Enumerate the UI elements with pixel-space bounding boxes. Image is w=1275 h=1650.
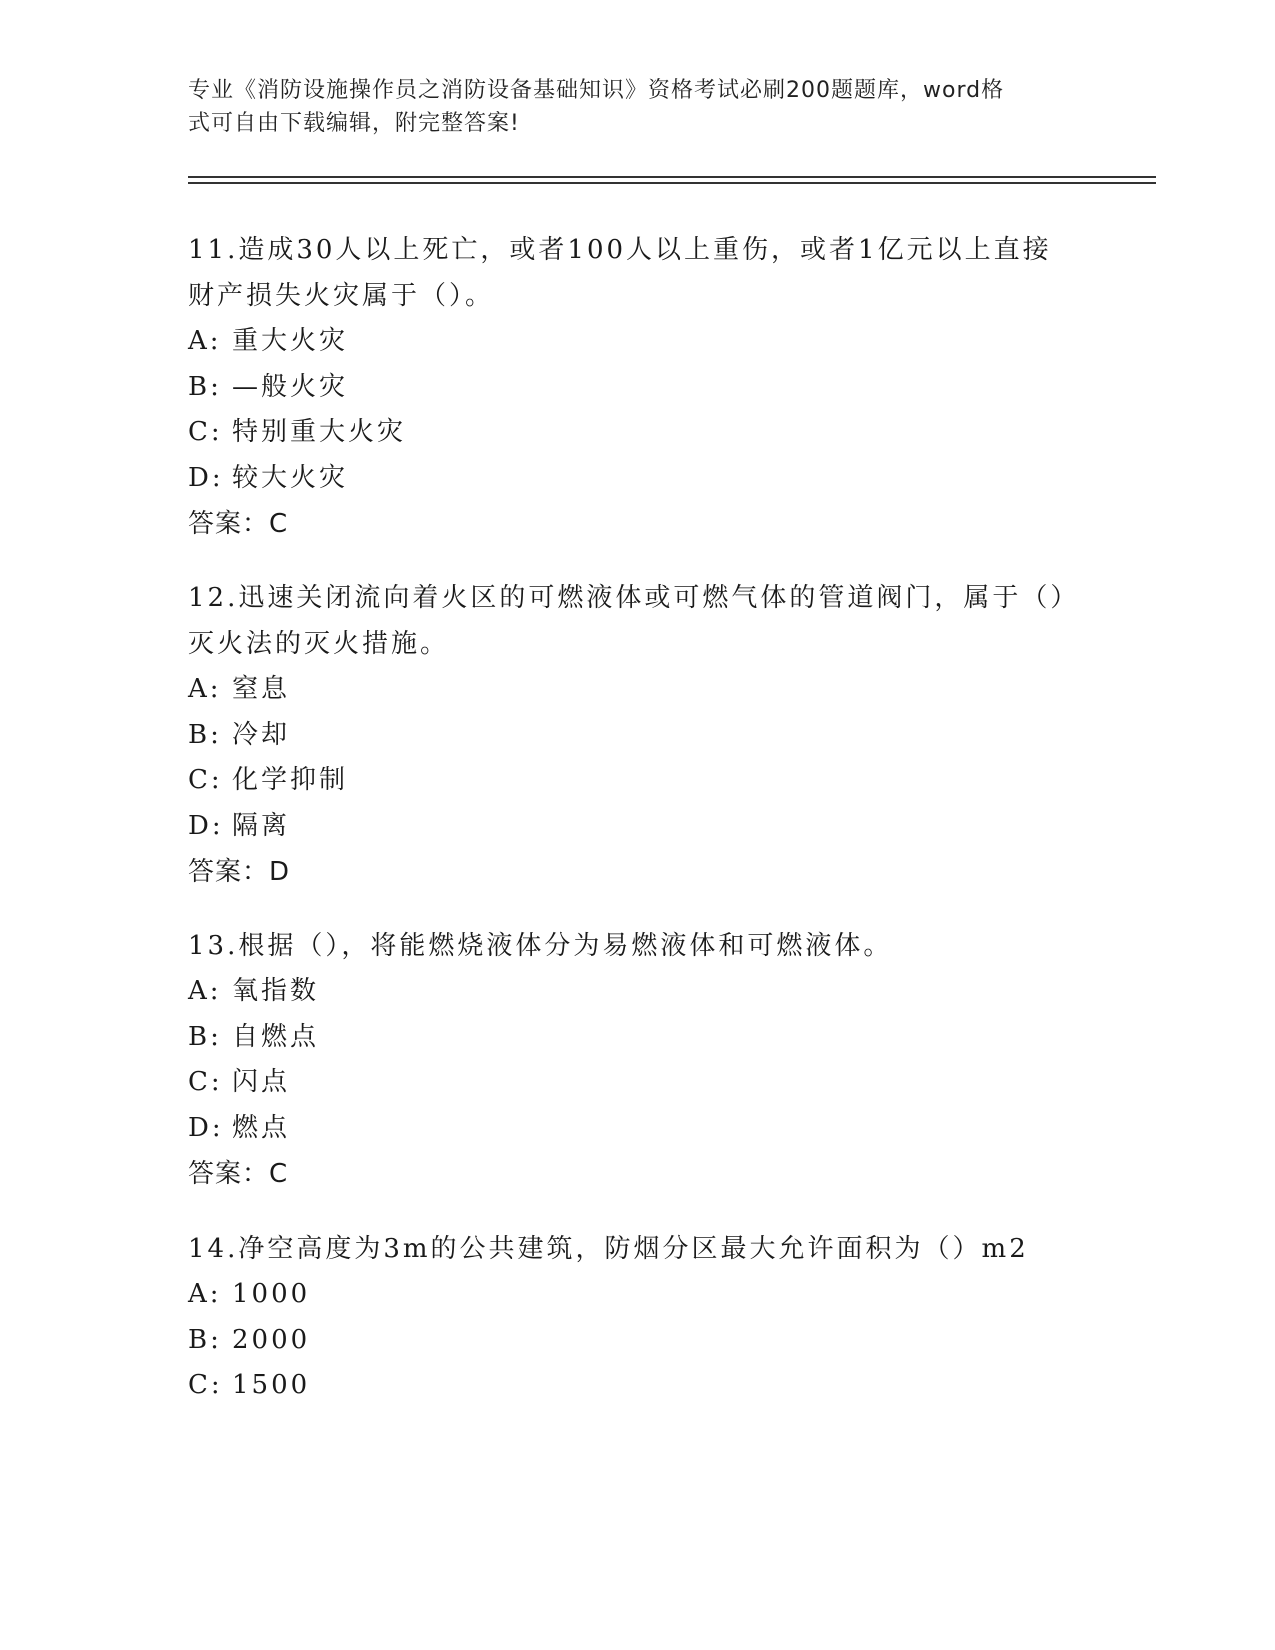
answer-line: 答案：C	[188, 509, 289, 539]
option-letter: B:	[188, 1021, 222, 1052]
option-letter: C:	[188, 765, 223, 795]
option-letter: D:	[188, 1112, 224, 1143]
option-letter: C:	[188, 417, 223, 447]
option-a	[188, 319, 1088, 365]
option-text: 特别重大火灾	[232, 417, 407, 447]
header-divider-top	[188, 176, 1156, 178]
option-a	[188, 969, 1088, 1015]
option-c	[188, 758, 1088, 804]
option-text: 2000	[232, 1324, 311, 1355]
question-stem: 灭火法的灭火措施。	[188, 629, 450, 659]
header-divider-bottom	[188, 182, 1156, 184]
option-letter: A:	[188, 976, 222, 1006]
option-c	[188, 1060, 1088, 1106]
option-text: 自燃点	[232, 1021, 320, 1052]
option-text: 氧指数	[232, 976, 320, 1006]
question-13	[188, 923, 1088, 1197]
option-text: 燃点	[232, 1112, 291, 1143]
question-12	[188, 575, 1088, 895]
option-d	[188, 456, 1088, 502]
option-letter: B:	[188, 719, 222, 750]
option-d	[188, 804, 1088, 850]
option-b	[188, 713, 1088, 759]
option-letter: B:	[188, 371, 222, 402]
question-14	[188, 1226, 1088, 1409]
option-letter: A:	[188, 1279, 222, 1309]
option-text: 冷却	[232, 719, 291, 750]
option-text: 较大火灾	[232, 462, 349, 493]
question-stem: 14.净空高度为3m的公共建筑，防烟分区最大允许面积为（）m2	[188, 1234, 1029, 1264]
option-text: —般火灾	[232, 371, 349, 402]
header-line-1: 专业《消防设施操作员之消防设备基础知识》资格考试必刷200题题库，word格	[188, 78, 1005, 103]
option-text: 1000	[232, 1279, 311, 1309]
answer-line: 答案：C	[188, 1159, 289, 1189]
option-b	[188, 1015, 1088, 1061]
option-text: 1500	[232, 1370, 311, 1400]
option-a	[188, 667, 1088, 713]
option-letter: D:	[188, 810, 224, 841]
answer-line: 答案：D	[188, 857, 291, 887]
option-text: 闪点	[232, 1067, 291, 1097]
option-d	[188, 1106, 1088, 1152]
document-header	[188, 74, 1088, 140]
question-stem: 财产损失火灾属于（）。	[188, 281, 495, 311]
question-stem: 11.造成30人以上死亡，或者100人以上重伤，或者1亿元以上直接	[188, 235, 1052, 265]
option-letter: B:	[188, 1324, 222, 1355]
question-stem: 12.迅速关闭流向着火区的可燃液体或可燃气体的管道阀门，属于（）	[188, 583, 1080, 613]
option-a	[188, 1272, 1088, 1318]
option-text: 隔离	[232, 810, 291, 841]
question-stem: 13.根据（），将能燃烧液体分为易燃液体和可燃液体。	[188, 931, 893, 961]
option-letter: C:	[188, 1370, 223, 1400]
option-letter: D:	[188, 462, 224, 493]
option-c	[188, 1363, 1088, 1409]
option-b	[188, 365, 1088, 411]
option-letter: C:	[188, 1067, 223, 1097]
option-text: 重大火灾	[232, 326, 349, 356]
option-letter: A:	[188, 674, 222, 704]
option-text: 窒息	[232, 674, 291, 704]
option-c	[188, 410, 1088, 456]
option-letter: A:	[188, 326, 222, 356]
question-11	[188, 227, 1088, 547]
option-b	[188, 1318, 1088, 1364]
option-text: 化学抑制	[232, 765, 349, 795]
header-line-2: 式可自由下载编辑，附完整答案!	[188, 111, 520, 136]
